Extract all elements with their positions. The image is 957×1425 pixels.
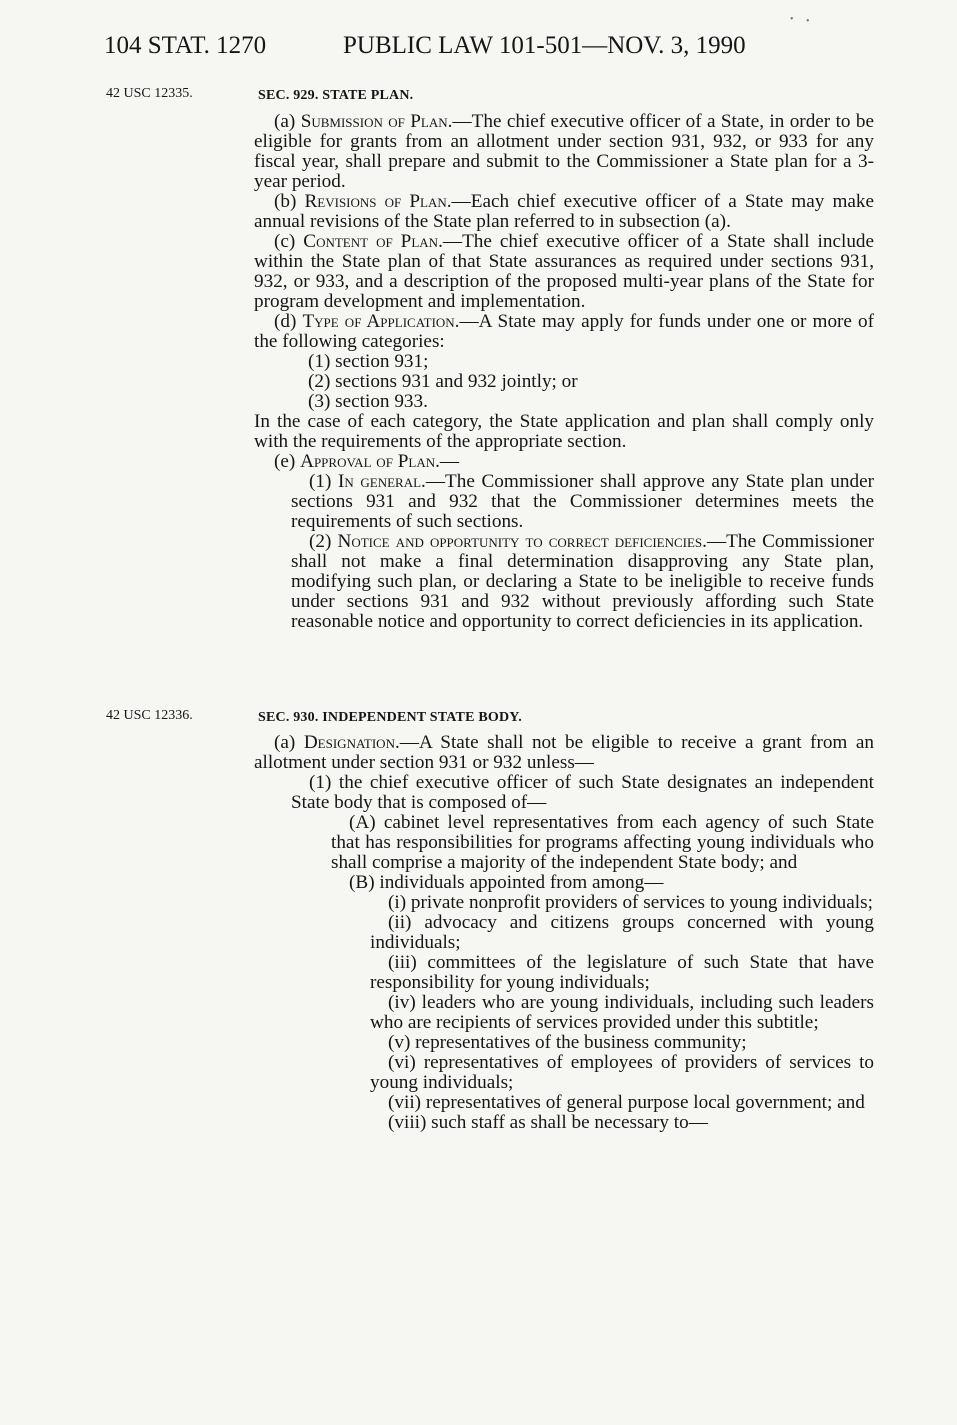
section-929-body: [254, 112, 874, 632]
subsection-e: (e) Approval of Plan.—: [274, 451, 460, 472]
subsection-title: Designation.: [303, 732, 400, 753]
page-number: 104 STAT. 1270: [104, 32, 267, 59]
section-heading: SEC. 930. INDEPENDENT STATE BODY.: [258, 710, 522, 725]
paragraph-e2: (2) Notice and opportunity to correct deficiencies.—The Commissioner shall not make a final determination disapproving any State plan, modifying such plan, or declaring a State to be ineligible to receive funds under sections 931 and 932 without previously affording such State reasonable notice and opportunity to correct deficiencies in its application.: [291, 531, 874, 632]
paragraph-title: In general.: [338, 471, 426, 492]
subsection-a: (a) Submission of Plan.—The chief executive officer of a State, in order to be eligible for grants from an allotment under section 931, 932, or 933 for any fiscal year, shall prepare and submit to the Commissioner a State plan for a 3-year period.: [254, 111, 874, 192]
subsection-title: Content of Plan.: [303, 231, 443, 252]
paragraph-title: Notice and opportunity to correct deficiencies.: [337, 531, 707, 552]
scan-speck: •: [806, 16, 810, 27]
category-item: (2) sections 931 and 932 jointly; or: [308, 371, 578, 392]
clause-v: (v) representatives of the business community;: [388, 1032, 747, 1053]
category-item: (3) section 933.: [308, 391, 428, 412]
subsection-d: (d) Type of Application.—A State may apply for funds under one or more of the following categories:: [254, 311, 874, 352]
subparagraph-A: (A) cabinet level representatives from each agency of such State that has responsibilities for programs affecting young individuals who shall comprise a majority of the independent State body; and: [331, 812, 874, 873]
subsection-d-closing: In the case of each category, the State application and plan shall comply only with the requirements of the appropriate section.: [254, 411, 874, 452]
scan-speck: •: [790, 14, 794, 25]
clause-vii: (vii) representatives of general purpose local government; and: [388, 1092, 865, 1113]
clause-vi: (vi) representatives of employees of providers of services to young individuals;: [370, 1052, 874, 1093]
clause-i: (i) private nonprofit providers of services to young individuals;: [388, 892, 873, 913]
law-citation: PUBLIC LAW 101-501—NOV. 3, 1990: [343, 32, 746, 59]
subsection-title: Approval of Plan.: [300, 451, 440, 472]
clause-iii: (iii) committees of the legislature of such State that have responsibility for young individuals;: [370, 952, 874, 993]
clause-iv: (iv) leaders who are young individuals, including such leaders who are recipients of services provided under this subtitle;: [370, 992, 874, 1033]
clause-ii: (ii) advocacy and citizens groups concerned with young individuals;: [370, 912, 874, 953]
paragraph-e1: (1) In general.—The Commissioner shall approve any State plan under sections 931 and 932 that the Commissioner determines meets the requirements of such sections.: [291, 471, 874, 532]
subsection-c: (c) Content of Plan.—The chief executive officer of a State shall include within the State plan of that State assurances as required under sections 931, 932, or 933, and a description of the proposed multi-year plans of the State for program development and implementation.: [254, 231, 875, 312]
subsection-title: Type of Application.: [302, 311, 460, 332]
margin-usc-citation: 42 USC 12336.: [106, 708, 193, 723]
section-heading: SEC. 929. STATE PLAN.: [258, 88, 414, 103]
section-930-body: [254, 733, 874, 1133]
subsection-title: Revisions of Plan.: [304, 191, 452, 212]
subsection-b: (b) Revisions of Plan.—Each chief executive officer of a State may make annual revisions of the State plan referred to in subsection (a).: [254, 191, 875, 232]
subparagraph-B: (B) individuals appointed from among—: [349, 872, 664, 893]
clause-viii: (viii) such staff as shall be necessary to—: [388, 1112, 708, 1133]
subsection-a: (a) Designation.—A State shall not be eligible to receive a grant from an allotment under section 931 or 932 unless—: [254, 732, 874, 773]
category-item: (1) section 931;: [308, 351, 429, 372]
subsection-title: Submission of Plan.: [300, 111, 453, 132]
margin-usc-citation: 42 USC 12335.: [106, 86, 193, 101]
paragraph-1: (1) the chief executive officer of such State designates an independent State body that is composed of—: [291, 772, 874, 813]
